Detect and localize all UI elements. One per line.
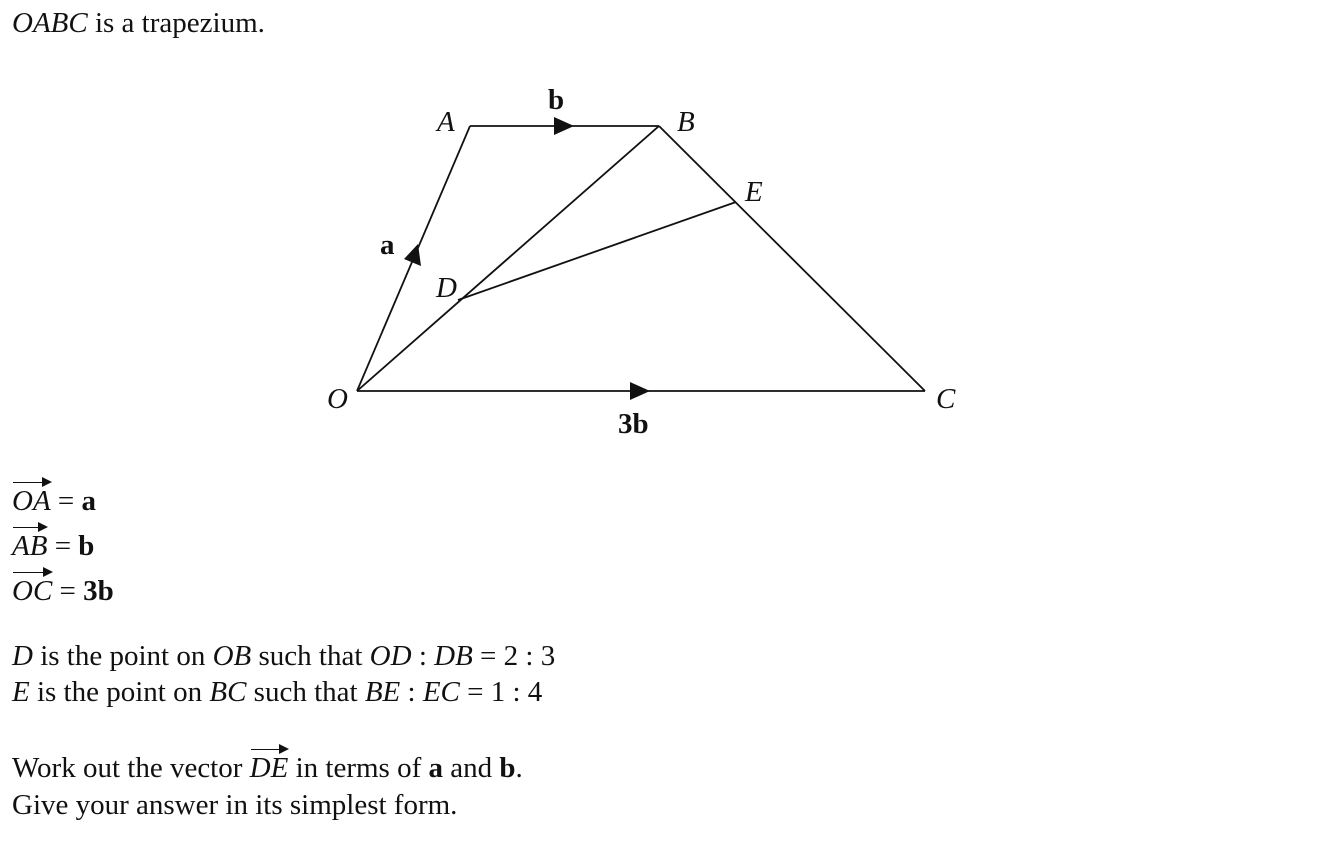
text: in terms of [288,752,429,784]
vector-a: a [428,752,443,784]
text: such that [251,640,370,672]
condition-d: D is the point on OB such that OD : DB = 2 : 3 [12,640,556,672]
question-line-2: Give your answer in its simplest form. [12,789,458,821]
vector-ab-line [12,531,94,563]
label-D: D [436,272,457,304]
ratio-value: = 1 : 4 [459,676,543,708]
vector-oa-line [12,486,96,518]
segment-ob: OB [212,640,252,672]
vector-ab-value: b [78,530,95,562]
equals-sign: = [50,485,82,517]
segment-be: BE [364,676,401,708]
ratio-value: = 2 : 3 [472,640,556,672]
equals-sign: = [52,575,84,607]
vector-oc-line [12,576,114,608]
vector-oc-value: 3b [83,575,114,607]
label-C: C [936,383,956,415]
vector-ab: AB [12,530,48,562]
label-O: O [327,383,348,415]
vector-b: b [499,752,516,784]
text: . [515,752,523,784]
vector-oc: OC [12,575,53,607]
vector-oa-value: a [81,485,97,517]
segment-bc: BC [209,676,247,708]
point-d: D [12,640,33,672]
vector-de: DE [249,752,289,784]
text: Work out the vector [12,752,250,784]
trapezium-name: OABC [12,7,88,39]
text: is the point on [32,640,213,672]
segment-db: DB [434,640,473,672]
arrow-ab [554,117,574,135]
text: such that [246,676,365,708]
diagonal-OB [357,126,659,391]
vector-oa: OA [12,485,51,517]
segment-od: OD [369,640,412,672]
edge-label-3b: 3b [618,408,649,440]
question-line-1 [12,753,523,785]
edge-label-a: a [380,229,395,261]
segment-ec: EC [422,676,460,708]
label-A: A [437,106,455,138]
edge-BC [659,126,925,391]
label-B: B [677,106,695,138]
intro-text: is a trapezium. [87,7,265,39]
condition-e: E is the point on BC such that BE : EC = 1 : 4 [12,676,543,708]
arrow-oc [630,382,650,400]
point-e: E [12,676,30,708]
edge-label-b: b [548,84,565,116]
text: and [442,752,500,784]
segment-DE [458,202,736,300]
label-E: E [745,176,763,208]
equals-sign: = [47,530,79,562]
text: is the point on [29,676,210,708]
